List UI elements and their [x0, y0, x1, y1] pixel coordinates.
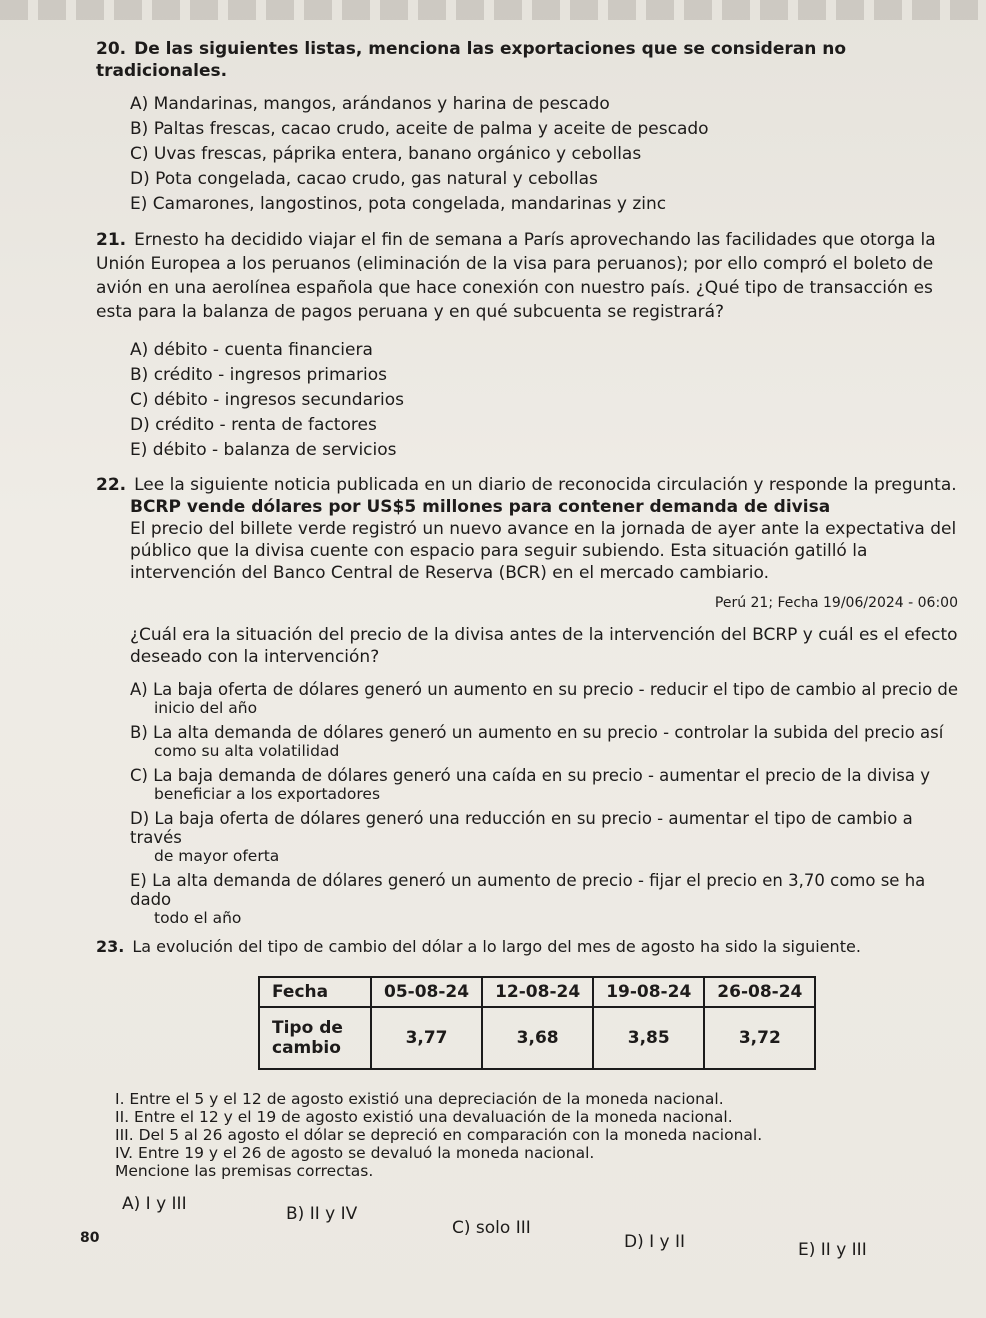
question-22: [96, 474, 966, 933]
question-22-ask: ¿Cuál era la situación del precio de la divisa antes de la intervención del BCRP y cuál es el efecto deseado con la intervención?: [130, 625, 958, 667]
q21-option-d[interactable]: D) crédito - renta de factores: [130, 415, 377, 435]
q21-option-b[interactable]: B) crédito - ingresos primarios: [130, 365, 387, 385]
table-header-cell: 12-08-24: [482, 977, 593, 1007]
premise-ii: II. Entre el 12 y el 19 de agosto existió una devaluación de la moneda nacional.: [115, 1108, 733, 1126]
table-cell: 3,85: [593, 1007, 704, 1069]
q23-option-b[interactable]: B) II y IV: [286, 1204, 358, 1224]
question-20: [96, 38, 966, 217]
q22-option-a[interactable]: A) La baja oferta de dólares generó un aumento en su precio - reducir el tipo de cambio al precio de inicio del año: [130, 680, 959, 717]
table-header-cell: 26-08-24: [704, 977, 815, 1007]
premise-iii: III. Del 5 al 26 agosto el dólar se depreció en comparación con la moneda nacional.: [115, 1126, 763, 1144]
q21-option-a[interactable]: A) débito - cuenta financiera: [130, 340, 373, 360]
q21-option-e[interactable]: E) débito - balanza de servicios: [130, 440, 397, 460]
q23-option-e[interactable]: E) II y III: [798, 1240, 867, 1260]
q23-option-d[interactable]: D) I y II: [624, 1232, 686, 1252]
question-21: [96, 228, 966, 463]
news-body: El precio del billete verde registró un nuevo avance en la jornada de ayer ante la expectativa del público que la divisa cuente con espacio para seguir subiendo. Esta situación gatilló la intervención del Banco Central de Reserva (BCR) en el mercado cambiario.: [130, 519, 957, 583]
q21-option-c[interactable]: C) débito - ingresos secundarios: [130, 390, 404, 410]
question-20-stem: 20. De las siguientes listas, menciona las exportaciones que se consideran no tradicionales.: [96, 39, 847, 81]
question-21-stem: 21. Ernesto ha decidido viajar el fin de semana a París aprovechando las facilidades que otorga la Unión Europea a los peruanos (eliminación de la visa para peruanos); por ello compró el boleto de avión en una aerolínea española que hace conexión con nuestro país. ¿Qué tipo de transacción es esta para la balanza de pagos peruana y en qué subcuenta se registrará?: [96, 230, 936, 322]
q20-option-b[interactable]: B) Paltas frescas, cacao crudo, aceite de palma y aceite de pescado: [130, 119, 709, 139]
q23-option-c[interactable]: C) solo III: [452, 1218, 531, 1238]
q23-option-a[interactable]: A) I y III: [122, 1194, 187, 1214]
q20-option-a[interactable]: A) Mandarinas, mangos, arándanos y harina de pescado: [130, 94, 610, 114]
table-cell: 3,77: [371, 1007, 482, 1069]
table-header-cell: 19-08-24: [593, 977, 704, 1007]
table-cell: 3,68: [482, 1007, 593, 1069]
news-headline: BCRP vende dólares por US$5 millones para contener demanda de divisa: [130, 497, 831, 517]
q22-option-e[interactable]: E) La alta demanda de dólares generó un aumento de precio - fijar el precio en 3,70 como se ha dado todo el año: [130, 871, 926, 927]
question-22-stem: 22. Lee la siguiente noticia publicada en un diario de reconocida circulación y responde la pregunta.: [96, 475, 957, 495]
table-row: [259, 1007, 815, 1069]
table-row: [259, 977, 815, 1007]
q20-option-e[interactable]: E) Camarones, langostinos, pota congelada, mandarinas y zinc: [130, 194, 667, 214]
premises-instruction: Mencione las premisas correctas.: [115, 1162, 374, 1180]
exchange-rate-table: [258, 976, 816, 1070]
q22-option-c[interactable]: C) La baja demanda de dólares generó una caída en su precio - aumentar el precio de la divisa y beneficiar a los exportadores: [130, 766, 930, 803]
premise-iv: IV. Entre 19 y el 26 de agosto se devaluó la moneda nacional.: [115, 1144, 595, 1162]
table-row-label: Tipo de cambio: [259, 1007, 371, 1069]
q22-option-d[interactable]: D) La baja oferta de dólares generó una reducción en su precio - aumentar el tipo de cambio a través de mayor oferta: [130, 809, 913, 865]
premise-i: I. Entre el 5 y el 12 de agosto existió una depreciación de la moneda nacional.: [115, 1090, 724, 1108]
decorative-header-pattern: [0, 0, 986, 20]
page-number: 80: [80, 1230, 100, 1246]
q20-option-c[interactable]: C) Uvas frescas, páprika entera, banano orgánico y cebollas: [130, 144, 642, 164]
q22-option-b[interactable]: B) La alta demanda de dólares generó un aumento en su precio - controlar la subida del precio así como su alta volatilidad: [130, 723, 944, 760]
q20-option-d[interactable]: D) Pota congelada, cacao crudo, gas natural y cebollas: [130, 169, 598, 189]
table-header-cell: Fecha: [259, 977, 371, 1007]
table-cell: 3,72: [704, 1007, 815, 1069]
table-header-cell: 05-08-24: [371, 977, 482, 1007]
question-23-stem: 23. La evolución del tipo de cambio del dólar a lo largo del mes de agosto ha sido la siguiente.: [96, 937, 861, 956]
news-source: Perú 21; Fecha 19/06/2024 - 06:00: [714, 595, 958, 611]
